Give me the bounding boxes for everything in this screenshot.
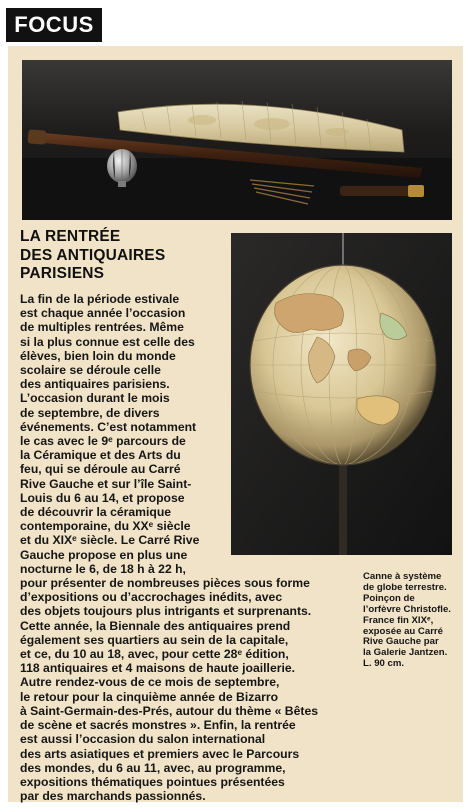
body-line: Rive Gauche et sur l’île Saint- [20,476,192,491]
body-line: expositions thématiques pointues présentées [20,774,285,789]
body-line: La fin de la période estivale [20,292,180,306]
caption-line: Rive Gauche par [363,636,439,648]
caption-line: de globe terrestre. [363,581,447,593]
body-line: et ce, du 10 au 18, avec, pour cette 28ᵉ édition, [20,647,289,662]
headline-line: PARISIENS [20,265,105,282]
body-line: L’occasion durant le mois [20,391,170,406]
caption-line: la Galerie Jantzen. [363,647,448,659]
body-line: de scène et sacrés monstres ». Enfin, la rentrée [20,718,296,733]
body-line: 118 antiquaires et 4 maisons de haute joaillerie. [20,661,296,676]
body-line: de découvrir la céramique [20,505,172,520]
body-line: des antiquaires parisiens. [20,377,170,392]
body-line: est chaque année l’occasion [20,306,186,321]
body-line: pour présenter de nombreuses pièces sous forme [20,576,310,591]
body-line: des objets toujours plus intrigants et surprenants. [20,604,312,619]
body-line: feu, qui se déroule au Carré [20,462,181,477]
article-body [20,292,380,803]
body-line: scolaire se déroule celle [20,363,161,378]
body-line: et du XIXᵉ siècle. Le Carré Rive [20,533,200,548]
globe-cane-photo [22,60,452,220]
caption-line: l’orfèvre Christofle. [363,603,451,615]
body-line: d’expositions ou d’accrochages inédits, avec [20,590,283,605]
body-line: par des marchands passionnés. [20,789,206,804]
body-line: Gauche propose en plus une [20,547,188,562]
headline-line: DES ANTIQUAIRES [20,246,166,264]
photo-caption [363,572,459,670]
body-line: la Céramique et des Arts du [20,448,181,463]
body-line: le cas avec le 9ᵉ parcours de [20,434,186,449]
body-line: de septembre, de divers [20,405,160,420]
body-line: Cette année, la Biennale des antiquaires prend [20,618,291,633]
section-tag: FOCUS [6,8,102,42]
body-line: des arts asiatiques et premiers avec le Parcours [20,746,300,761]
body-line: Autre rendez-vous de ce mois de septembre, [20,675,280,690]
caption-line: Poinçon de [363,592,415,604]
body-line: le retour pour la cinquième année de Bizarro [20,689,279,704]
body-line: si la plus connue est celle des [20,334,195,349]
body-line: Louis du 6 au 14, et propose [20,490,185,505]
caption-line: Canne à système [363,571,442,582]
body-line: est aussi l’occasion du salon international [20,732,266,747]
body-line: des mondes, du 6 au 11, avec, au programme, [20,760,286,775]
caption-line: exposée au Carré [363,625,443,637]
body-line: nocturne le 6, de 18 h à 22 h, [20,561,186,576]
headline-line: LA RENTRÉE [20,228,121,245]
body-line: événements. C’est notamment [20,419,197,434]
caption-line: L. 90 cm. [363,658,405,670]
body-line: de multiples rentrées. Même [20,320,184,335]
body-line: contemporaine, du XXᵉ siècle [20,519,191,534]
globe-cane-illustration [22,60,452,220]
caption-line: France fin XIXᵉ, [363,614,434,626]
body-line: élèves, bien loin du monde [20,348,176,363]
article-headline [20,228,225,284]
body-line: à Saint-Germain-des-Prés, autour du thème « Bêtes [20,703,318,718]
body-line: également ses quartiers au sein de la capitale, [20,632,289,647]
